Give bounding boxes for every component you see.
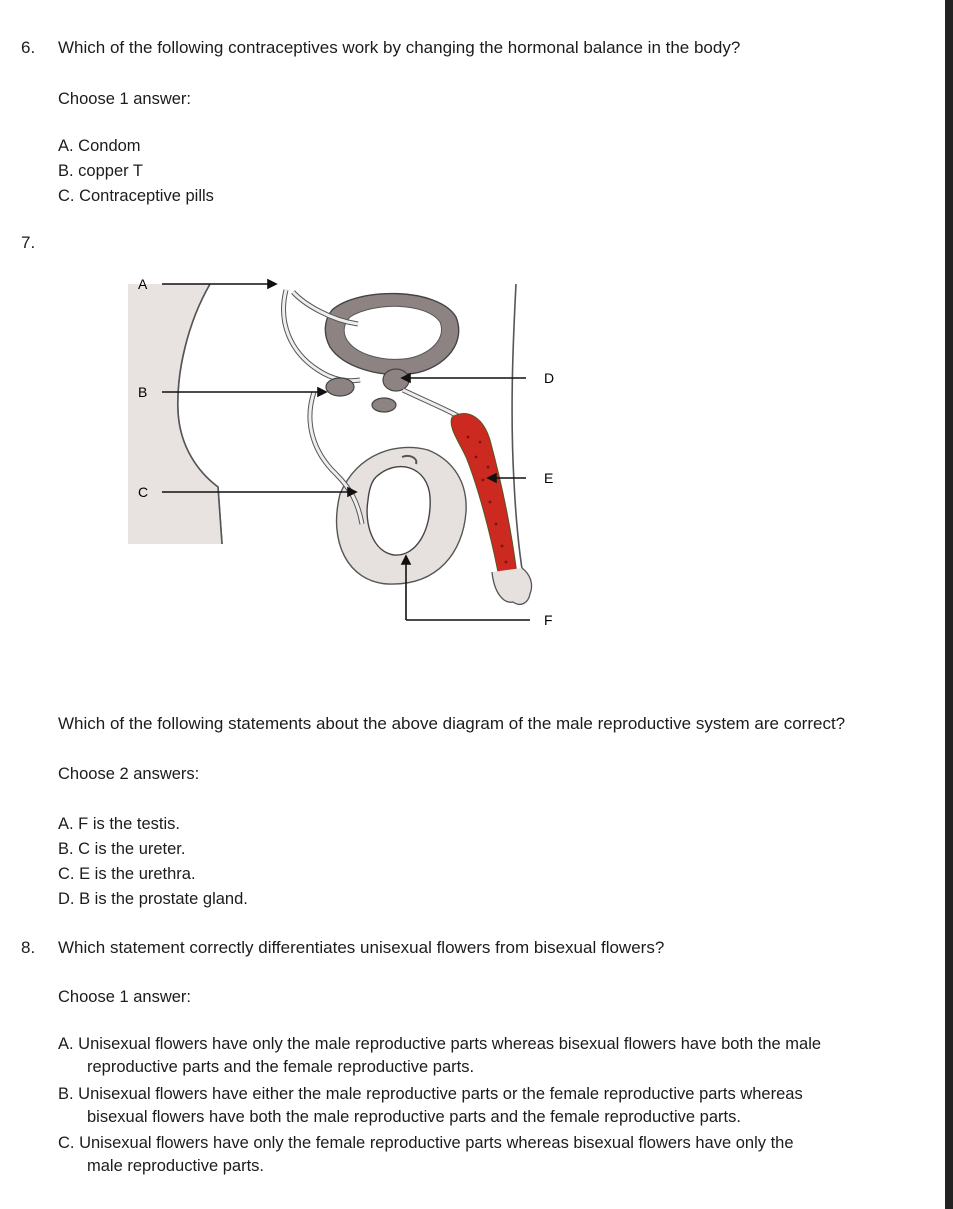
front-outline: [512, 284, 526, 592]
skin-region: [128, 284, 222, 544]
question-8-number: 8.: [21, 938, 36, 957]
q7-option-b[interactable]: B. C is the ureter.: [58, 840, 186, 858]
question-7-number: 7.: [21, 233, 36, 252]
label-c: C: [138, 484, 149, 500]
arrow-b: [318, 388, 326, 396]
epididymis-duct-outer: [310, 392, 362, 524]
label-e: E: [544, 470, 554, 486]
seminal-vesicle: [326, 378, 354, 396]
q8-option-a-line1: A. Unisexual flowers have only the male reproductive parts whereas bisexual flowers have both the male: [58, 1035, 822, 1053]
bulbourethral-gland: [372, 398, 396, 412]
page-edge: [945, 0, 953, 1209]
label-a: A: [138, 276, 148, 292]
question-7-instruction: Choose 2 answers:: [58, 765, 200, 783]
q8-option-b-line1: B. Unisexual flowers have either the male reproductive parts or the female reproductive parts whereas: [58, 1085, 803, 1103]
question-7-text: Which of the following statements about the above diagram of the male reproductive system are correct?: [58, 714, 846, 733]
q7-option-c[interactable]: C. E is the urethra.: [58, 865, 196, 883]
q8-option-c-line1: C. Unisexual flowers have only the female reproductive parts whereas bisexual flowers have only the: [58, 1134, 794, 1152]
label-b: B: [138, 384, 148, 400]
question-6-text: Which of the following contraceptives work by changing the hormonal balance in the body?: [58, 38, 741, 57]
q8-option-b-line2: bisexual flowers have both the male reproductive parts and the female reproductive parts.: [87, 1108, 741, 1126]
q7-option-a[interactable]: A. F is the testis.: [58, 815, 180, 833]
label-d: D: [544, 370, 555, 386]
q6-option-b[interactable]: B. copper T: [58, 162, 143, 180]
q6-option-a[interactable]: A. Condom: [58, 137, 141, 155]
question-6-number: 6.: [21, 38, 36, 57]
q6-option-c[interactable]: C. Contraceptive pills: [58, 187, 214, 205]
question-6-instruction: Choose 1 answer:: [58, 90, 191, 108]
arrow-a: [268, 280, 276, 288]
label-f: F: [544, 612, 553, 628]
male-reproductive-diagram: [118, 262, 578, 642]
q8-option-a-line2: reproductive parts and the female reproductive parts.: [87, 1058, 475, 1076]
q7-option-d[interactable]: D. B is the prostate gland.: [58, 890, 248, 908]
glans: [492, 568, 532, 604]
question-8-text: Which statement correctly differentiates unisexual flowers from bisexual flowers?: [58, 938, 665, 957]
question-8-instruction: Choose 1 answer:: [58, 988, 191, 1006]
q8-option-c-line2: male reproductive parts.: [87, 1157, 264, 1175]
